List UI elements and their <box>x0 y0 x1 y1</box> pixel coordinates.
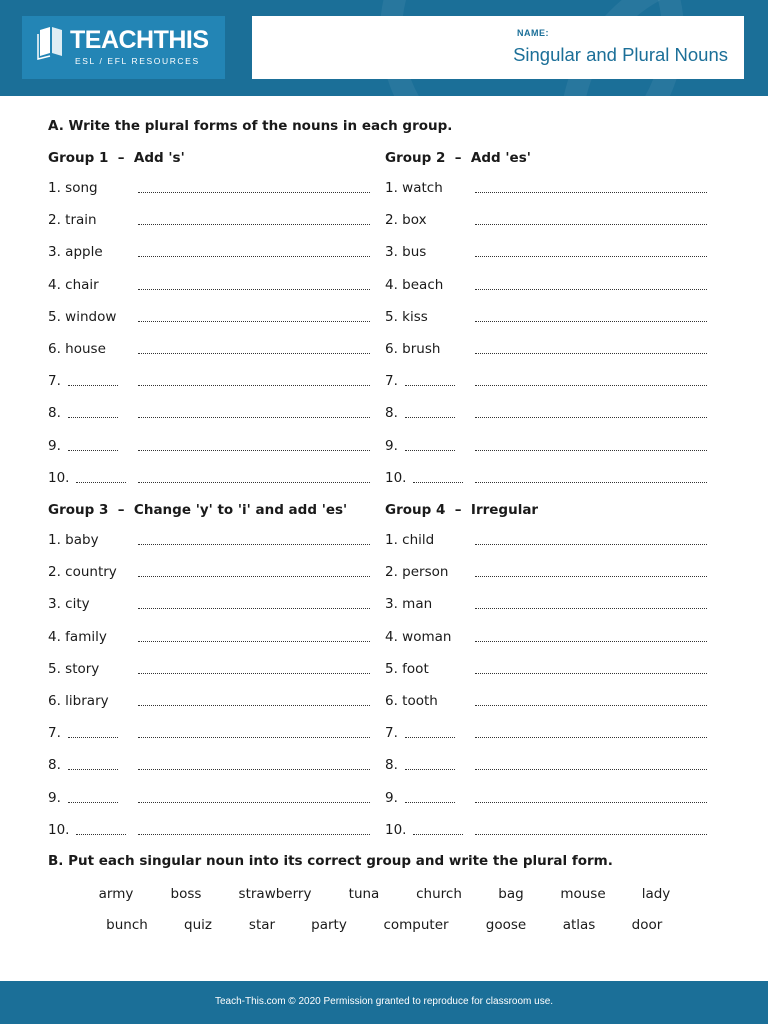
plural-answer-line[interactable] <box>138 450 370 451</box>
singular-noun: 4. chair <box>48 276 99 293</box>
plural-answer-line[interactable] <box>475 802 707 803</box>
answer-row <box>385 661 715 681</box>
group-heading: Group 4 – Irregular <box>385 502 539 518</box>
noun-blank-line[interactable] <box>405 417 455 418</box>
plural-answer-line[interactable] <box>138 224 370 225</box>
answer-row <box>48 790 378 810</box>
word-bank-word: lady <box>641 886 671 902</box>
answer-row <box>48 212 378 232</box>
singular-noun: 10. <box>385 821 407 838</box>
plural-answer-line[interactable] <box>475 482 707 483</box>
plural-answer-line[interactable] <box>475 608 707 609</box>
singular-noun: 2. country <box>48 564 117 581</box>
section-b-instruction: B. Put each singular noun into its correct group and write the plural form. <box>48 853 613 869</box>
word-bank-row <box>0 886 768 906</box>
plural-answer-line[interactable] <box>138 769 370 770</box>
footer-banner <box>0 981 768 1024</box>
answer-row <box>385 725 715 745</box>
answer-row <box>385 244 715 264</box>
plural-answer-line[interactable] <box>138 385 370 386</box>
word-bank-word: party <box>311 917 347 933</box>
plural-answer-line[interactable] <box>475 834 707 835</box>
singular-noun: 5. window <box>48 308 117 325</box>
plural-answer-line[interactable] <box>475 417 707 418</box>
singular-noun: 3. apple <box>48 244 103 261</box>
singular-noun: 10. <box>48 469 70 486</box>
singular-noun: 3. bus <box>385 244 427 261</box>
answer-row <box>48 564 378 584</box>
word-bank-word: computer <box>383 917 449 933</box>
group-heading: Group 3 – Change 'y' to 'i' and add 'es' <box>48 502 348 518</box>
singular-noun: 6. brush <box>385 341 441 357</box>
plural-answer-line[interactable] <box>138 576 370 577</box>
logo[interactable] <box>22 16 225 79</box>
title-panel <box>252 16 744 79</box>
singular-noun: 9. <box>385 437 398 454</box>
singular-noun: 8. <box>385 757 398 774</box>
singular-noun: 4. beach <box>385 276 444 293</box>
word-bank-word: bag <box>498 886 524 902</box>
word-bank-word: boss <box>170 886 202 902</box>
singular-noun: 4. family <box>48 628 107 645</box>
word-bank-word: quiz <box>184 917 212 933</box>
plural-answer-line[interactable] <box>475 673 707 674</box>
noun-blank-line[interactable] <box>68 802 118 803</box>
word-bank-word: bunch <box>106 917 148 933</box>
word-bank-row <box>0 917 768 937</box>
answer-row <box>48 341 378 361</box>
answer-row <box>48 180 378 200</box>
answer-row <box>48 373 378 393</box>
plural-answer-line[interactable] <box>475 289 707 290</box>
noun-blank-line[interactable] <box>76 482 126 483</box>
singular-noun: 7. <box>385 373 398 390</box>
singular-noun: 9. <box>48 789 61 806</box>
plural-answer-line[interactable] <box>475 450 707 451</box>
plural-answer-line[interactable] <box>138 417 370 418</box>
answer-row <box>48 596 378 616</box>
singular-noun: 1. song <box>48 180 98 196</box>
word-bank-word: mouse <box>560 886 606 902</box>
plural-answer-line[interactable] <box>475 769 707 770</box>
plural-answer-line[interactable] <box>475 576 707 577</box>
word-bank-word: strawberry <box>238 886 312 902</box>
answer-row <box>48 244 378 264</box>
plural-answer-line[interactable] <box>138 802 370 803</box>
plural-answer-line[interactable] <box>138 321 370 322</box>
plural-answer-line[interactable] <box>138 737 370 738</box>
plural-answer-line[interactable] <box>138 482 370 483</box>
plural-answer-line[interactable] <box>138 544 370 545</box>
answer-row <box>48 822 378 842</box>
singular-noun: 2. person <box>385 564 449 581</box>
plural-answer-line[interactable] <box>138 834 370 835</box>
answer-row <box>48 438 378 458</box>
answer-row <box>385 277 715 297</box>
singular-noun: 8. <box>48 405 61 422</box>
answer-row <box>48 277 378 297</box>
answer-row <box>48 629 378 649</box>
answer-row <box>48 405 378 425</box>
singular-noun: 6. tooth <box>385 693 438 709</box>
singular-noun: 9. <box>385 789 398 806</box>
singular-noun: 3. man <box>385 596 433 613</box>
singular-noun: 9. <box>48 437 61 454</box>
answer-row <box>385 438 715 458</box>
noun-blank-line[interactable] <box>76 834 126 835</box>
logo-text: TEACHTHIS <box>70 26 209 54</box>
singular-noun: 7. <box>48 373 61 390</box>
answer-row <box>385 693 715 713</box>
answer-row <box>385 790 715 810</box>
singular-noun: 6. house <box>48 341 106 357</box>
noun-blank-line[interactable] <box>413 482 463 483</box>
answer-row <box>385 309 715 329</box>
group-heading: Group 1 – Add 's' <box>48 150 185 166</box>
plural-answer-line[interactable] <box>475 544 707 545</box>
word-bank-word: goose <box>485 917 527 933</box>
answer-row <box>385 757 715 777</box>
worksheet-title: Singular and Plural Nouns <box>513 44 728 65</box>
plural-answer-line[interactable] <box>475 321 707 322</box>
plural-answer-line[interactable] <box>475 641 707 642</box>
singular-noun: 7. <box>385 725 398 742</box>
answer-row <box>385 564 715 584</box>
footer-copyright: Teach-This.com © 2020 Permission granted to reproduce for classroom use. <box>214 996 554 1007</box>
noun-blank-line[interactable] <box>405 450 455 451</box>
plural-answer-line[interactable] <box>475 256 707 257</box>
noun-blank-line[interactable] <box>68 450 118 451</box>
singular-noun: 8. <box>385 405 398 422</box>
plural-answer-line[interactable] <box>475 737 707 738</box>
answer-row <box>48 757 378 777</box>
plural-answer-line[interactable] <box>475 224 707 225</box>
answer-row <box>48 725 378 745</box>
noun-blank-line[interactable] <box>68 417 118 418</box>
singular-noun: 10. <box>48 821 70 838</box>
answer-row <box>385 341 715 361</box>
plural-answer-line[interactable] <box>138 192 370 193</box>
word-bank-word: door <box>631 917 663 933</box>
answer-row <box>385 180 715 200</box>
noun-blank-line[interactable] <box>405 737 455 738</box>
singular-noun: 8. <box>48 757 61 774</box>
answer-row <box>48 661 378 681</box>
noun-blank-line[interactable] <box>405 385 455 386</box>
plural-answer-line[interactable] <box>138 289 370 290</box>
answer-row <box>385 822 715 842</box>
book-icon <box>36 26 66 60</box>
answer-row <box>385 470 715 490</box>
plural-answer-line[interactable] <box>138 641 370 642</box>
group-heading: Group 2 – Add 'es' <box>385 150 531 166</box>
plural-answer-line[interactable] <box>138 705 370 706</box>
singular-noun: 4. woman <box>385 628 452 645</box>
singular-noun: 2. box <box>385 212 427 229</box>
singular-noun: 3. city <box>48 596 90 613</box>
noun-blank-line[interactable] <box>405 802 455 803</box>
answer-row <box>385 629 715 649</box>
singular-noun: 10. <box>385 469 407 486</box>
word-bank-word: atlas <box>562 917 596 933</box>
singular-noun: 5. story <box>48 660 100 677</box>
word-bank-word: tuna <box>348 886 380 902</box>
plural-answer-line[interactable] <box>475 353 707 354</box>
answer-row <box>48 693 378 713</box>
plural-answer-line[interactable] <box>138 353 370 354</box>
singular-noun: 1. baby <box>48 532 99 548</box>
answer-row <box>385 212 715 232</box>
noun-blank-line[interactable] <box>405 769 455 770</box>
answer-row <box>48 309 378 329</box>
word-bank-word: church <box>416 886 462 902</box>
answer-row <box>385 405 715 425</box>
answer-row <box>385 373 715 393</box>
plural-answer-line[interactable] <box>138 673 370 674</box>
section-a-instruction: A. Write the plural forms of the nouns in each group. <box>48 118 453 134</box>
header-banner <box>0 0 768 96</box>
word-bank-word: army <box>98 886 134 902</box>
singular-noun: 6. library <box>48 693 109 709</box>
singular-noun: 1. watch <box>385 180 443 196</box>
answer-row <box>385 596 715 616</box>
singular-noun: 1. child <box>385 532 435 548</box>
noun-blank-line[interactable] <box>68 737 118 738</box>
logo-subtitle: ESL / EFL RESOURCES <box>75 56 200 66</box>
answer-row <box>48 532 378 552</box>
plural-answer-line[interactable] <box>138 256 370 257</box>
singular-noun: 7. <box>48 725 61 742</box>
word-bank-word: star <box>248 917 276 933</box>
singular-noun: 5. foot <box>385 660 429 677</box>
noun-blank-line[interactable] <box>68 769 118 770</box>
singular-noun: 2. train <box>48 212 97 229</box>
noun-blank-line[interactable] <box>413 834 463 835</box>
answer-row <box>385 532 715 552</box>
plural-answer-line[interactable] <box>475 192 707 193</box>
plural-answer-line[interactable] <box>138 608 370 609</box>
answer-row <box>48 470 378 490</box>
singular-noun: 5. kiss <box>385 308 428 325</box>
name-label: NAME: <box>517 28 549 38</box>
noun-blank-line[interactable] <box>68 385 118 386</box>
plural-answer-line[interactable] <box>475 385 707 386</box>
plural-answer-line[interactable] <box>475 705 707 706</box>
